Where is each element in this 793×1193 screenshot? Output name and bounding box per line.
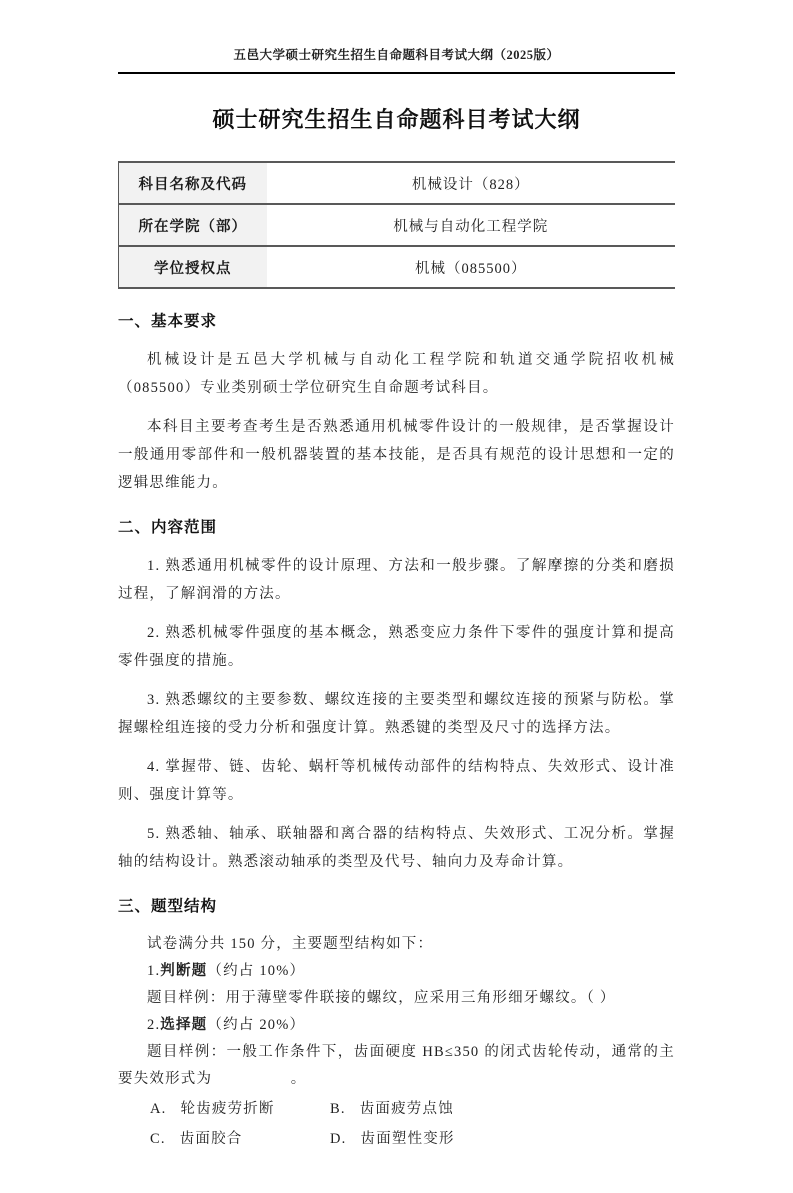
option-d-label: D.: [330, 1131, 347, 1147]
option-a-text: 轮齿疲劳折断: [180, 1101, 275, 1117]
question-type-1-pct: （约占 10%）: [207, 963, 306, 979]
option-c-label: C.: [150, 1131, 166, 1147]
section-heading-1: 一、基本要求: [118, 313, 218, 330]
question-type-2-name: 选择题: [160, 1017, 208, 1033]
info-value-degree: 机械（085500）: [267, 246, 676, 288]
question-type-2-pct: （约占 20%）: [207, 1017, 306, 1033]
option-row: [150, 1096, 675, 1123]
question-type-2: [118, 1012, 675, 1039]
question-type-1: [118, 958, 675, 985]
question-type-1-name: 判断题: [160, 963, 208, 979]
section-basic-requirements: [118, 309, 675, 497]
info-value-subject: 机械设计（828）: [267, 162, 676, 204]
option-d: [330, 1126, 455, 1153]
option-d-text: 齿面塑性变形: [360, 1131, 455, 1147]
list-item: 4. 掌握带、链、齿轮、蜗杆等机械传动部件的结构特点、失效形式、设计准则、强度计算等。: [118, 759, 675, 803]
question-example-2: 题目样例：一般工作条件下，齿面硬度 HB≤350 的闭式齿轮传动，通常的主要失效形式为 。: [118, 1044, 675, 1087]
list-item: 2. 熟悉机械零件强度的基本概念，熟悉变应力条件下零件的强度计算和提高零件强度的措施。: [118, 625, 675, 669]
table-row: [119, 246, 676, 288]
option-a-label: A.: [150, 1101, 167, 1117]
option-a: [150, 1096, 330, 1123]
option-c: [150, 1126, 330, 1153]
section-question-structure: [118, 894, 675, 1153]
option-row: [150, 1126, 675, 1153]
paragraph: 本科目主要考查考生是否熟悉通用机械零件设计的一般规律，是否掌握设计一般通用零部件和一般机器装置的基本技能，是否具有规范的设计思想和一定的逻辑思维能力。: [118, 419, 675, 491]
info-value-college: 机械与自动化工程学院: [267, 204, 676, 246]
list-item: 3. 熟悉螺纹的主要参数、螺纹连接的主要类型和螺纹连接的预紧与防松。掌握螺栓组连接的受力分析和强度计算。熟悉键的类型及尺寸的选择方法。: [118, 692, 675, 736]
paragraph: 机械设计是五邑大学机械与自动化工程学院和轨道交通学院招收机械（085500）专业类别硕士学位研究生自命题考试科目。: [118, 352, 675, 396]
running-header-text: 五邑大学硕士研究生招生自命题科目考试大纲（2025版）: [233, 48, 560, 62]
info-label-degree: 学位授权点: [119, 246, 267, 288]
list-item: 5. 熟悉轴、轴承、联轴器和离合器的结构特点、失效形式、工况分析。掌握轴的结构设计。熟悉滚动轴承的类型及代号、轴向力及寿命计算。: [118, 826, 675, 870]
option-b: [330, 1096, 454, 1123]
option-b-label: B.: [330, 1101, 346, 1117]
section-heading-2: 二、内容范围: [118, 519, 218, 536]
table-row: [119, 204, 676, 246]
info-table: [118, 161, 675, 289]
option-b-text: 齿面疲劳点蚀: [359, 1101, 454, 1117]
list-item: 1. 熟悉通用机械零件的设计原理、方法和一般步骤。了解摩擦的分类和磨损过程，了解润滑的方法。: [118, 558, 675, 602]
running-header: [118, 45, 675, 74]
info-label-college: 所在学院（部）: [119, 204, 267, 246]
section-heading-3: 三、题型结构: [118, 898, 218, 915]
page-title: 硕士研究生招生自命题科目考试大纲: [212, 107, 581, 132]
total-score-line: 试卷满分共 150 分，主要题型结构如下：: [147, 936, 434, 952]
question-type-1-num: 1.: [147, 963, 161, 979]
question-example-1: 题目样例：用于薄壁零件联接的螺纹，应采用三角形细牙螺纹。（ ）: [147, 990, 616, 1006]
question-type-2-num: 2.: [147, 1017, 161, 1033]
section-content-scope: [118, 515, 675, 876]
option-c-text: 齿面胶合: [179, 1131, 243, 1147]
info-label-subject: 科目名称及代码: [119, 162, 267, 204]
table-row: [119, 162, 676, 204]
